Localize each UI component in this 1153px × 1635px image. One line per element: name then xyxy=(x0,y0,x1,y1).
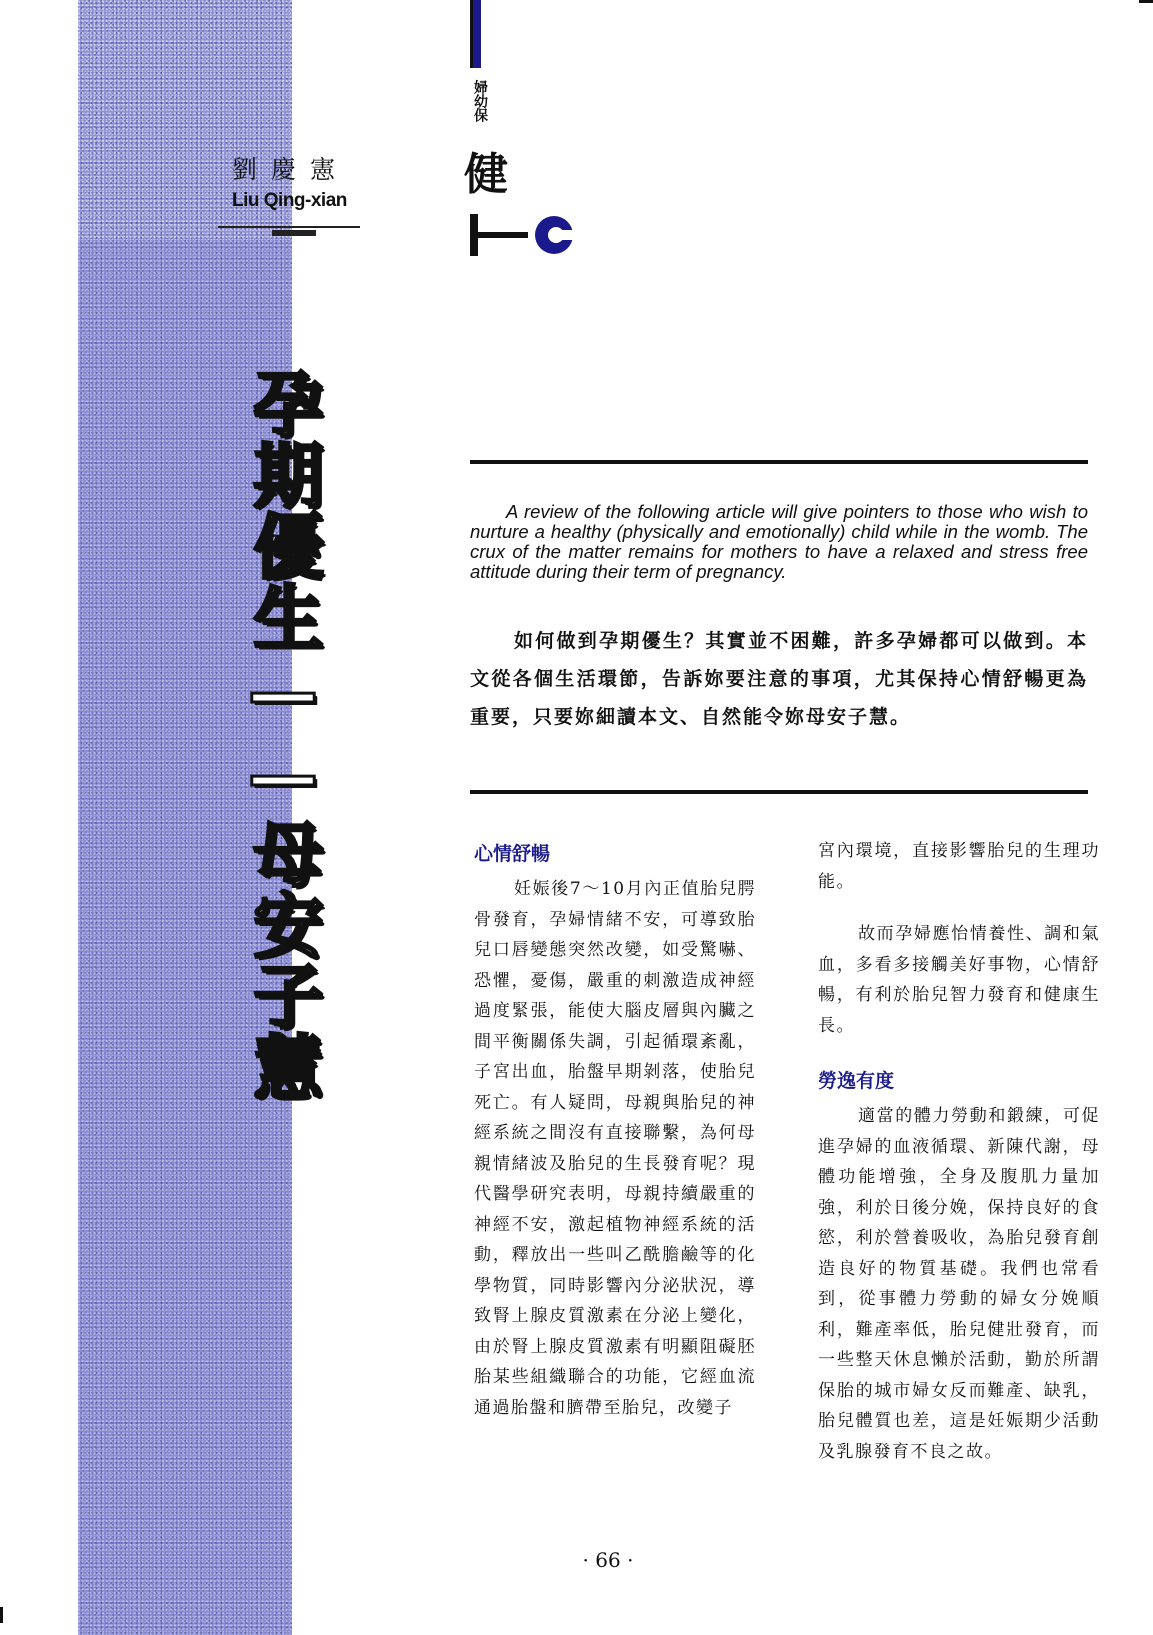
section-heading-mood: 心情舒暢 xyxy=(474,843,551,865)
section-heading-rest: 勞逸有度 xyxy=(818,1070,895,1092)
section-logo-bar xyxy=(470,0,481,68)
author-divider xyxy=(218,226,360,228)
author-name-english: Liu Qing-xian xyxy=(232,190,347,211)
crop-mark xyxy=(0,1607,3,1623)
author-divider-bar xyxy=(272,230,316,236)
body-column-left xyxy=(474,836,756,1423)
paragraph: 故而孕婦應怡情養性、調和氣血，多看多接觸美好事物，心情舒暢，有利於胎兒智力發育和健康生長。 xyxy=(818,924,1100,1036)
abstract-top-rule xyxy=(470,460,1088,464)
abstract-bottom-rule xyxy=(470,790,1088,794)
section-label-vertical: 婦幼保 xyxy=(472,80,488,122)
paragraph: 適當的體力勞動和鍛練，可促進孕婦的血液循環、新陳代謝，母體功能增強，全身及腹肌力量加強，利於日後分娩，保持良好的食慾，利於營養吸收，為胎兒發育創造良好的物質基礎。我們也常看到，從事體力勞動的婦女分娩順利，難產率低，胎兒健壯發育，而一些整天休息懶於活動，勤於所謂保胎的城市婦女反而難產、缺乳，胎兒體質也差，這是妊娠期少活動及乳腺發育不良之故。 xyxy=(818,1106,1100,1462)
spacer xyxy=(818,897,1100,919)
abstract-chinese: 如何做到孕期優生？其實並不困難，許多孕婦都可以做到。本文從各個生活環節，告訴妳要注意的事項，尤其保持心情舒暢更為重要，只要妳細讀本文、自然能令妳母安子慧。 xyxy=(470,630,1088,728)
section-logo-hc-icon xyxy=(470,214,592,256)
author-name-chinese: 劉慶憲 xyxy=(232,155,350,184)
paragraph-continued: 宮內環境，直接影響胎兒的生理功能。 xyxy=(818,841,1100,892)
section-label-big: 健 xyxy=(464,149,508,200)
body-column-right xyxy=(818,836,1100,1467)
abstract-english: A review of the following article will give pointers to those who wish to nurture a healthy (physically and emotionally) child while in the womb. The crux of the matter remains for mothers to have a relaxed and stress free attitude during their term of pregnancy. xyxy=(470,501,1088,582)
paragraph: 妊娠後7～10月內正值胎兒腭骨發育，孕婦情緒不安，可導致胎兒口唇變態突然改變，如受驚嚇、恐懼，憂傷，嚴重的刺激造成神經過度緊張，能使大腦皮層與內臟之間平衡關係失調，引起循環紊亂，子宮出血，胎盤早期剝落，使胎兒死亡。有人疑問，母親與胎兒的神經系統之間沒有直接聯繫，為何母親情緒波及胎兒的生長發育呢？現代醫學研究表明，母親持續嚴重的神經不安，激起植物神經系統的活動，釋放出一些叫乙酰膽鹼等的化學物質，同時影響內分泌狀況，導致腎上腺皮質激素在分泌上變化，由於腎上腺皮質激素有明顯阻礙胚胎某些組織聯合的功能，它經血流通過胎盤和臍帶至胎兒，改變子 xyxy=(474,879,756,1418)
spacer xyxy=(818,1041,1100,1063)
page-number: · 66 · xyxy=(582,1548,634,1572)
article-title: 孕期優生——母安子慧 xyxy=(242,368,324,1102)
crop-mark xyxy=(1139,0,1153,3)
